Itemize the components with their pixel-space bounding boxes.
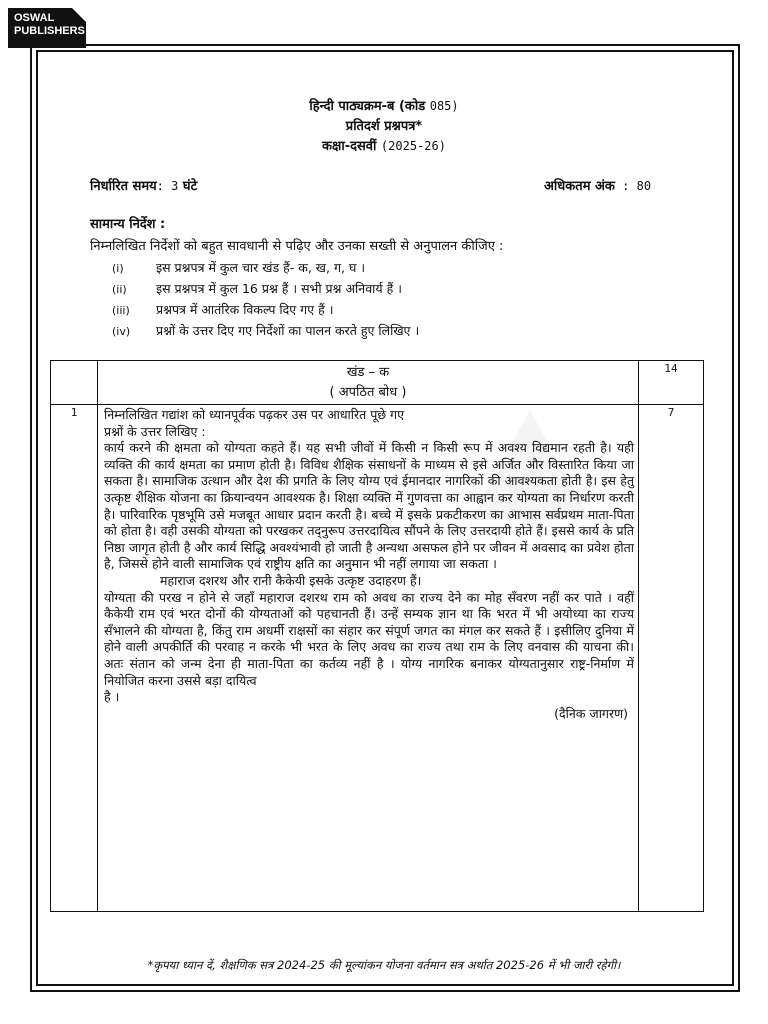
- instruction-number: (ii): [112, 283, 127, 296]
- instruction-item: [112, 259, 365, 276]
- instruction-number: (i): [112, 262, 124, 275]
- logo-line-1: OSWAL: [14, 12, 55, 24]
- instructions-title: सामान्य निर्देश :: [90, 217, 166, 232]
- instruction-item: [112, 280, 402, 297]
- instruction-number: (iv): [112, 325, 131, 338]
- instructions-intro: निम्नलिखित निर्देशों को बहुत सावधानी से पढ़िए और उनका सख्ती से अनुपालन कीजिए :: [90, 239, 504, 254]
- section-number-cell: [51, 361, 98, 405]
- marks-sep: :: [614, 179, 637, 193]
- max-marks: [544, 176, 651, 194]
- question-marks: 7: [639, 405, 704, 912]
- question-table: [50, 360, 704, 912]
- logo-corner-fold: [72, 8, 86, 22]
- passage-paragraph-3: योग्यता की परख न होने से जहाँ महाराज दशरथ राम को अवध का राज्य देने का मोह सँवरण नहीं कर पाते । वहीं कैकेयी राम एवं भरत दोनों की योग्यताओं को पहचानती हैं। उन्हें सम्यक ज्ञान था कि भरत में भी अयोध्या का राज्य सँभालने की योग्यता है, किंतु राम अधर्मी राक्षसों का संहार कर संपूर्ण जगत का मंगल कर सकते हैं । इसीलिए दुनिया में होने वाली अपकीर्ति की परवाह न करके भी भरत के लिए अवध का राज्य तथा राम के लिए वनवास की याचना की। अतः संतान को जन्म देना ही माता-पिता का कर्तव्य नहीं है । योग्य नागरिक बनाकर योग्यतानुसार राष्ट्र-निर्माण में नियोजित करना उससे बड़ा दायित्व: [104, 589, 634, 688]
- paper-code: 085): [429, 99, 459, 113]
- time-value: 3: [171, 179, 179, 193]
- marks-label: अधिकतम अंक: [544, 179, 615, 194]
- instruction-item: [112, 322, 419, 339]
- paper-title-text: हिन्दी पाठ्यक्रम-ब (कोड: [309, 99, 430, 114]
- section-title: खंड – क: [346, 365, 390, 380]
- time-unit: घंटे: [178, 179, 198, 194]
- paper-class: [0, 136, 768, 154]
- marks-value: 80: [636, 179, 652, 193]
- section-subtitle: ( अपठित बोध ): [329, 385, 407, 400]
- passage-source: (दैनिक जागरण): [554, 705, 628, 721]
- passage-paragraph-1: कार्य करने की क्षमता को योग्यता कहते हैं। यह सभी जीवों में किसी न किसी रूप में अवश्य विद्यमान रहती है। यही व्यक्ति की कार्य क्षमता का प्रमाण होती है। विविध शैक्षिक संसाधनों के माध्यम से इसे अर्जित और विस्तारित किया जा सकता है। सामाजिक उत्थान और देश की प्रगति के लिए योग्य एवं ईमानदार नागरिकों की आवश्यकता होती है। इस हेतु उत्कृष्ट शैक्षिक योजना का क्रियान्वयन आवश्यक है। शिक्षा व्यक्ति में गुणवत्ता का आह्वान कर योग्यता का निर्धारण करती है। पारिवारिक पृष्ठभूमि उसे मजबूत आधार प्रदान करती है। बच्चे में इसके प्रकटीकरण का आभास सर्वप्रथम माता-पिता को होता है। वही उसकी योग्यता को परखकर तद्नुरूप उत्तरदायित्व सौंपने के लिए उत्तरदायी होते हैं। इससे कार्य के प्रति निष्ठा जागृत होती है और कार्य सिद्धि अवश्यंभावी हो जाती है अन्यथा असफल होने पर जीवन में अवसाद का प्रवेश होता है, जिससे होने वाली सामाजिक एवं राष्ट्रीय क्षति का अनुमान भी नहीं लगाया जा सकता ।: [104, 440, 634, 572]
- paper-subtitle: प्रतिदर्श प्रश्नपत्र*: [345, 119, 423, 134]
- instruction-text: प्रश्नों के उत्तर दिए गए निर्देशों का पालन करते हुए लिखिए ।: [156, 323, 420, 338]
- footer-note: *कृपया ध्यान दें, शैक्षणिक सत्र 2024-25 की मूल्यांकन योजना वर्तमान सत्र अर्थात 2025-26 में भी जारी रहेगी।: [147, 958, 621, 972]
- question-instruction-1: निम्नलिखित गद्यांश को ध्यानपूर्वक पढ़कर उस पर आधारित पूछे गए: [104, 407, 404, 422]
- logo-line-2: PUBLISHERS: [14, 25, 85, 37]
- session-year: (2025-26): [380, 139, 446, 153]
- instruction-text: इस प्रश्नपत्र में कुल 16 प्रश्न हैं । सभी प्रश्न अनिवार्य हैं ।: [156, 281, 402, 296]
- paper-title: [0, 96, 768, 114]
- instruction-text: प्रश्नपत्र में आतंरिक विकल्प दिए गए हैं ।: [156, 302, 334, 317]
- question-instruction-2: प्रश्नों के उत्तर लिखिए :: [104, 423, 206, 439]
- instruction-item: [112, 301, 333, 318]
- instruction-text: इस प्रश्नपत्र में कुल चार खंड हैं- क, ख, ग, घ ।: [156, 260, 366, 275]
- passage-paragraph-2: महाराज दशरथ और रानी कैकेयी इसके उत्कृष्ट उदाहरण हैं।: [160, 572, 422, 588]
- section-marks: 14: [639, 361, 704, 405]
- class-text: कक्षा-दसवीं: [322, 139, 381, 154]
- section-title-cell: [98, 361, 639, 405]
- question-number: 1: [51, 405, 98, 912]
- time-sep: :: [156, 179, 172, 193]
- instruction-number: (iii): [112, 304, 130, 317]
- section-header-row: [51, 361, 704, 405]
- publisher-logo: [8, 8, 86, 48]
- time-allowed: [90, 176, 197, 194]
- time-label: निर्धारित समय: [90, 179, 157, 194]
- passage-cell: [98, 405, 639, 912]
- passage-paragraph-4: है ।: [104, 689, 120, 705]
- question-row: [51, 405, 704, 912]
